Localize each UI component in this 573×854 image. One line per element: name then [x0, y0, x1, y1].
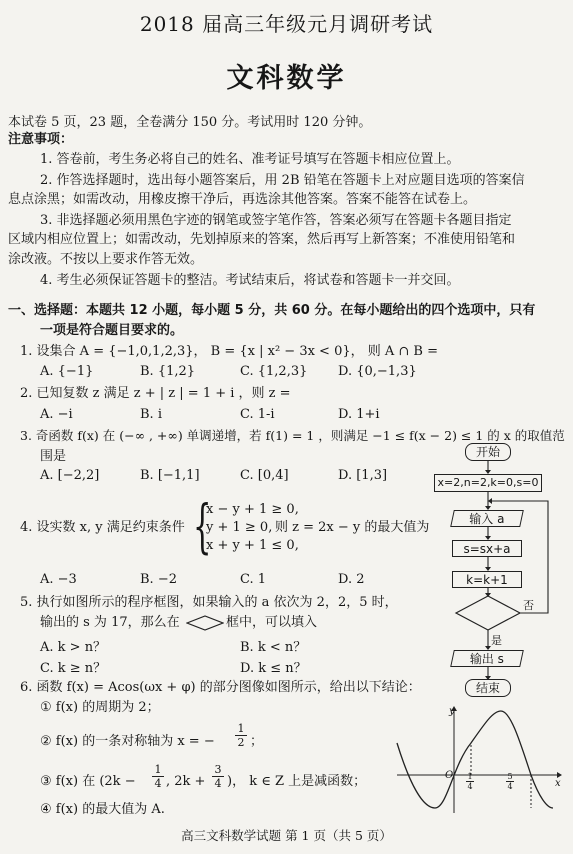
- exam-title: 2018 届高三年级元月调研考试: [139, 12, 434, 36]
- section-heading-cont: 一项是符合题目要求的。: [40, 323, 184, 338]
- question-3-stem: 3. 奇函数 f(x) 在 (−∞ , +∞) 单调递增，若 f(1) = 1 ，则满足 −1 ≤ f(x − 2) ≤ 1 的 x 的取值范: [20, 428, 565, 443]
- fraction-num: 3: [214, 763, 222, 776]
- fraction-den: 4: [152, 776, 164, 790]
- x-axis-label: x: [555, 778, 561, 789]
- q4-option-a: A. −3: [40, 572, 77, 587]
- statement-3-end: )， k ∈ Z 上是减函数；: [227, 774, 367, 789]
- subject-title: 文科数学: [226, 63, 347, 94]
- note-line: 息点涂黑；如需改动，用橡皮擦干净后，再选涂其他答案。答案不能答在试卷上。: [8, 192, 477, 207]
- note-line: 1. 答卷前，考生务必将自己的姓名、准考证号填写在答题卡相应位置上。: [40, 152, 460, 167]
- tick-num: 5: [507, 772, 513, 781]
- question-5-stem-cont: 输出的 s 为 17，那么在: [40, 615, 180, 630]
- q1-option-c: C. {1,2,3}: [240, 364, 308, 379]
- question-4-objective: 则 z = 2x − y 的最大值为: [275, 520, 430, 535]
- flow-label-yes: 是: [491, 634, 502, 647]
- q2-option-d: D. 1+i: [338, 407, 380, 422]
- q3-option-c: C. [0,4]: [240, 468, 289, 483]
- note-line: 2. 作答选择题时，选出每小题答案后，用 2B 铅笔在答题卡上对应题目选项的答案信: [40, 173, 525, 188]
- note-line: 3. 非选择题必须用黑色字迹的钢笔或签字笔作答，答案必须写在答题卡各题目指定: [40, 213, 512, 228]
- q1-option-d: D. {0,−1,3}: [338, 364, 417, 379]
- q1-option-a: A. {−1}: [40, 364, 94, 379]
- notes-heading: 注意事项：: [8, 132, 74, 147]
- flow-init: x=2,n=2,k=0,s=0: [434, 474, 542, 492]
- question-5-stem-tail: 框中，可以填入: [226, 615, 318, 630]
- fraction-num: 1: [237, 722, 245, 735]
- q3-option-b: B. [−1,1]: [140, 468, 200, 483]
- question-4-stem: 4. 设实数 x, y 满足约束条件: [20, 520, 185, 535]
- decision-diamond-icon: [456, 596, 520, 630]
- fraction: [152, 763, 164, 790]
- note-line: 涂改液。不按以上要求作答无效。: [8, 252, 204, 267]
- flow-update-s: s=sx+a: [452, 540, 522, 557]
- fraction: [212, 763, 224, 790]
- constraint-3: x + y + 1 ≤ 0,: [206, 538, 299, 553]
- sine-curve: [397, 711, 553, 808]
- statement-3-mid: , 2k +: [166, 774, 206, 789]
- q2-option-a: A. −i: [40, 407, 73, 422]
- note-line: 4. 考生必须保证答题卡的整洁。考试结束后，将试卷和答题卡一并交回。: [40, 273, 460, 288]
- flow-end: 结束: [465, 679, 511, 697]
- statement-2-end: ；: [250, 734, 264, 749]
- y-axis-label: y: [449, 706, 455, 717]
- cosine-graph: [395, 705, 563, 817]
- origin-label: O: [445, 770, 454, 781]
- q4-option-c: C. 1: [240, 572, 267, 587]
- q2-option-b: B. i: [140, 407, 162, 422]
- fraction-num: 1: [154, 763, 162, 776]
- q2-option-c: C. 1-i: [240, 407, 275, 422]
- decision-diamond-icon: [186, 615, 224, 631]
- tick-den: 4: [467, 782, 473, 791]
- q1-option-b: B. {1,2}: [140, 364, 196, 379]
- note-line: 区域内相应位置上；如需改动，先划掉原来的答案，然后再写上新答案；不准使用铅笔和: [8, 232, 516, 247]
- statement-3: ③ f(x) 在 (2k −: [40, 774, 136, 789]
- constraint-2: y + 1 ≥ 0,: [206, 520, 273, 535]
- statement-4: ④ f(x) 的最大值为 A.: [40, 802, 165, 817]
- flow-update-k: k=k+1: [452, 571, 522, 588]
- q3-option-a: A. [−2,2]: [40, 468, 100, 483]
- fraction: [235, 722, 247, 749]
- q4-option-d: D. 2: [338, 572, 365, 587]
- question-5-stem: 5. 执行如图所示的程序框图，如果输入的 a 依次为 2，2，5 时，: [20, 595, 398, 610]
- tick-label: [466, 772, 474, 791]
- flow-input-label: 输入 a: [469, 512, 505, 526]
- tick-label: [506, 772, 514, 791]
- flow-start: 开始: [465, 443, 511, 461]
- question-3-stem-cont: 围是: [40, 449, 67, 464]
- fraction-den: 2: [235, 735, 247, 749]
- q5-option-d: D. k ≤ n？: [240, 661, 307, 676]
- flow-output: [450, 650, 524, 667]
- flow-input: [450, 510, 524, 527]
- q4-option-b: B. −2: [140, 572, 177, 587]
- flow-label-no: 否: [523, 599, 534, 612]
- q3-option-d: D. [1,3]: [338, 468, 388, 483]
- question-1-stem: 1. 设集合 A = {−1,0,1,2,3}， B = {x | x² − 3x < 0}， 则 A ∩ B =: [20, 344, 439, 359]
- flow-output-label: 输出 s: [469, 652, 504, 666]
- fraction-den: 4: [212, 776, 224, 790]
- question-2-stem: 2. 已知复数 z 满足 z + | z | = 1 + i ，则 z =: [20, 386, 291, 401]
- statement-1: ① f(x) 的周期为 2；: [40, 700, 160, 715]
- q5-option-a: A. k > n？: [40, 640, 107, 655]
- tick-num: 1: [467, 772, 473, 781]
- tick-den: 4: [507, 782, 513, 791]
- constraint-brace: {: [193, 492, 212, 560]
- q5-option-c: C. k ≥ n？: [40, 661, 107, 676]
- q5-option-b: B. k < n？: [240, 640, 307, 655]
- section-heading: 一、选择题：本题共 12 小题，每小题 5 分，共 60 分。在每小题给出的四个选项中，只有: [8, 303, 536, 318]
- question-6-stem: 6. 函数 f(x) = Acos(ωx + φ) 的部分图像如图所示，给出以下结论：: [20, 680, 421, 695]
- intro-text: 本试卷 5 页，23 题，全卷满分 150 分。考试用时 120 分钟。: [8, 115, 372, 130]
- constraint-1: x − y + 1 ≥ 0,: [206, 502, 299, 517]
- page-footer: 高三文科数学试题 第 1 页（共 5 页）: [181, 828, 392, 843]
- statement-2: ② f(x) 的一条对称轴为 x = −: [40, 734, 215, 749]
